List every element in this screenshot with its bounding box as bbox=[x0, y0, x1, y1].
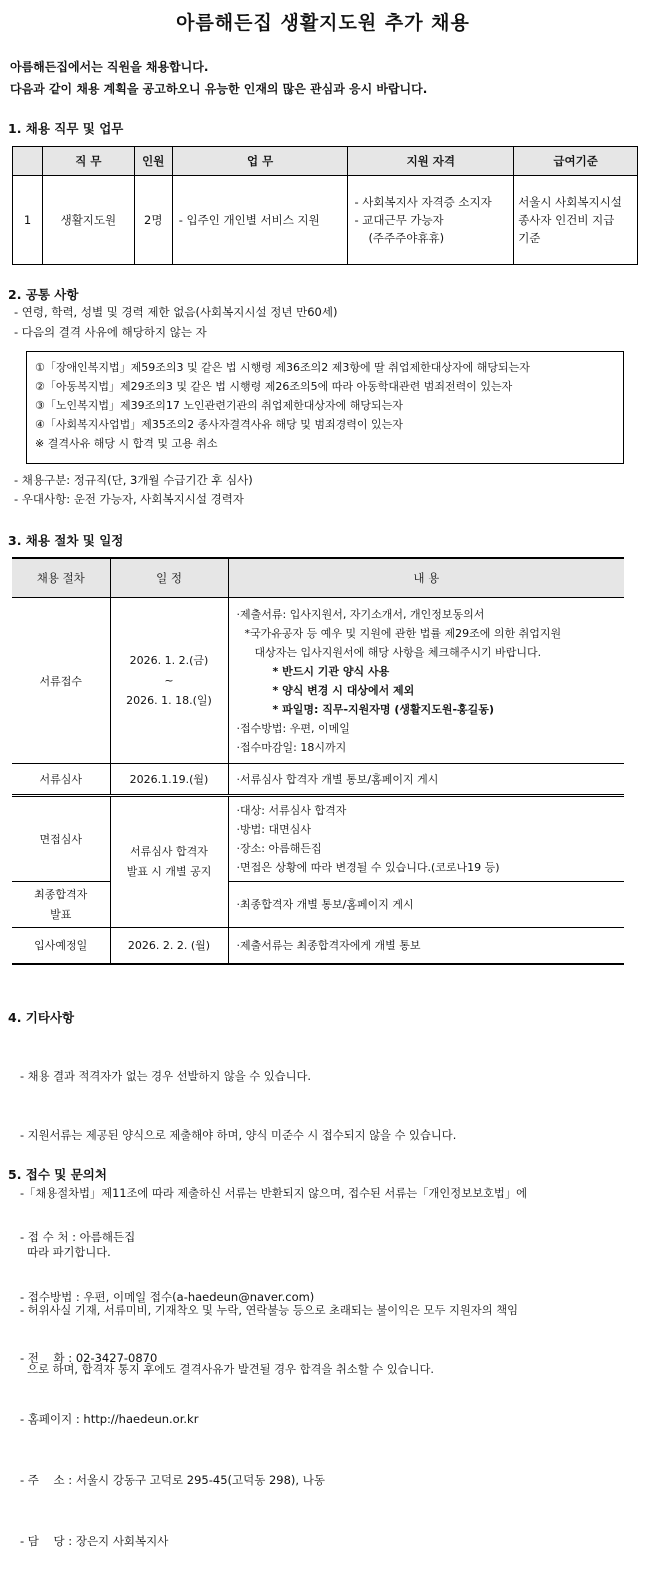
etc-line: - 채용 결과 적격자가 없는 경우 선발하지 않을 수 있습니다. bbox=[20, 1070, 311, 1083]
table-row bbox=[12, 598, 624, 764]
etc-line: 따라 파기합니다. bbox=[20, 1245, 111, 1259]
content-line: ·장소: 아름해든집 bbox=[236, 842, 322, 855]
table-row bbox=[12, 796, 624, 882]
content-line: ·대상: 서류심사 합격자 bbox=[236, 804, 347, 817]
disqualification-item: ④「사회복지사업법」제35조의2 종사자결격사유 해당 및 범죄경력이 있는자 bbox=[35, 418, 403, 431]
header-cell: 직 무 bbox=[42, 147, 134, 176]
disqualification-item: ②「아동복지법」제29조의3 및 같은 법 시행령 제26조의5에 따라 아동학대관련 범죄전력이 있는자 bbox=[35, 380, 513, 393]
section-1-heading: 1. 채용 직무 및 업무 bbox=[8, 121, 124, 136]
row-number: 1 bbox=[13, 176, 43, 265]
contact-manager-line: - 담 당 : 장은지 사회복지사 bbox=[20, 1534, 169, 1549]
common-line: - 우대사항: 운전 가능자, 사회복지시설 경력자 bbox=[14, 492, 244, 506]
step-name: 면접심사 bbox=[12, 796, 110, 882]
content-line: ·방법: 대면심사 bbox=[236, 823, 311, 836]
step-name: 서류접수 bbox=[12, 598, 110, 764]
header-cell: 급여기준 bbox=[514, 147, 638, 176]
disqualification-box bbox=[26, 351, 624, 464]
content-line: ·접수방법: 우편, 이메일 bbox=[236, 721, 350, 735]
table-row bbox=[12, 764, 624, 796]
pay-line: 서울시 사회복지시설 bbox=[518, 195, 622, 209]
qual-line: (주주주야휴휴) bbox=[368, 231, 445, 245]
section-3-heading: 3. 채용 절차 및 일정 bbox=[8, 533, 124, 548]
step-line: 발표 bbox=[50, 907, 72, 921]
section-2-heading: 2. 공통 사항 bbox=[8, 287, 79, 302]
content-line: ·면접은 상황에 따라 변경될 수 있습니다.(코로나19 등) bbox=[236, 861, 500, 874]
date-line: 서류심사 합격자 bbox=[130, 845, 208, 858]
contact-email-line[interactable]: - 접수방법 : 우편, 이메일 접수(a-haedeun@naver.com) bbox=[20, 1290, 315, 1305]
header-cell: 내 용 bbox=[228, 558, 624, 598]
job-title: 생활지도원 bbox=[42, 176, 134, 265]
headcount: 2명 bbox=[134, 176, 172, 265]
header-cell: 일 정 bbox=[110, 558, 228, 598]
common-line: - 다음의 결격 사유에 해당하지 않는 자 bbox=[14, 325, 207, 339]
table-row bbox=[12, 882, 624, 928]
step-date bbox=[110, 598, 228, 764]
content-line: 대상자는 입사지원서에 해당 사항을 체크해주시기 바랍니다. bbox=[254, 645, 542, 659]
step-content bbox=[228, 598, 624, 764]
contact-homepage-line[interactable]: - 홈페이지 : http://haedeun.or.kr bbox=[20, 1412, 199, 1427]
disqualification-note: ※ 결격사유 해당 시 합격 및 고용 취소 bbox=[35, 437, 218, 450]
content-line: *국가유공자 등 예우 및 지원에 관한 법률 제29조에 의한 취업지원 bbox=[244, 626, 562, 640]
qual-line: - 사회복지사 자격증 소지자 bbox=[354, 195, 492, 209]
disqualification-item: ③「노인복지법」제39조의17 노인관련기관의 취업제한대상자에 해당되는자 bbox=[35, 399, 403, 412]
step-content: ·제출서류는 최종합격자에게 개별 통보 bbox=[228, 928, 624, 964]
etc-line: -「채용절차법」제11조에 따라 제출하신 서류는 반환되지 않으며, 접수된 서류는「개인정보보호법」에 bbox=[20, 1187, 528, 1200]
page-title: 아름해든집 생활지도원 추가 채용 bbox=[176, 12, 470, 34]
etc-line: - 허위사실 기재, 서류미비, 기재착오 및 누락, 연락불능 등으로 초래되는 불이익은 모두 지원자의 책임 bbox=[20, 1304, 519, 1317]
job-table bbox=[12, 146, 638, 265]
content-line: ·제출서류: 입사지원서, 자기소개서, 개인정보동의서 bbox=[236, 607, 485, 621]
table-row bbox=[13, 176, 638, 265]
content-line: ·접수마감일: 18시까지 bbox=[236, 740, 347, 754]
common-line: - 채용구분: 정규직(단, 3개월 수급기간 후 심사) bbox=[14, 473, 253, 487]
header-cell: 인원 bbox=[134, 147, 172, 176]
bold-note: * 반드시 기관 양식 사용 bbox=[272, 664, 390, 678]
qual-line: - 교대근무 가능자 bbox=[354, 213, 444, 227]
date-line: ~ bbox=[164, 673, 174, 687]
step-name bbox=[12, 882, 110, 928]
schedule-header bbox=[12, 558, 624, 598]
step-date: 2026. 2. 2. (월) bbox=[110, 928, 228, 964]
common-line: - 연령, 학력, 성별 및 경력 제한 없음(사회복지시설 정년 만60세) bbox=[14, 305, 338, 319]
header-cell bbox=[13, 147, 43, 176]
intro bbox=[10, 56, 427, 100]
pay-line: 기준 bbox=[518, 231, 541, 245]
step-name: 입사예정일 bbox=[12, 928, 110, 964]
pay-standard bbox=[514, 176, 638, 265]
job-qualification bbox=[348, 176, 514, 265]
header-cell: 지원 자격 bbox=[348, 147, 514, 176]
intro-line: 다음과 같이 채용 계획을 공고하오니 유능한 인재의 많은 관심과 응시 바랍니다. bbox=[10, 82, 428, 96]
bold-note: * 파일명: 직무-지원자명 (생활지도원-홍길동) bbox=[272, 702, 494, 716]
step-line: 최종합격자 bbox=[34, 887, 88, 901]
date-line: 발표 시 개별 공지 bbox=[126, 865, 212, 878]
job-task: - 입주인 개인별 서비스 지원 bbox=[172, 176, 348, 265]
etc-line: 으로 하며, 합격자 통지 후에도 결격사유가 발견될 경우 합격을 취소할 수 있습니다. bbox=[20, 1362, 434, 1376]
disqualification-item: ①「장애인복지법」제59조의3 및 같은 법 시행령 제36조의2 제3항에 딸 취업제한대상자에 해당되는자 bbox=[35, 361, 530, 374]
date-line: 2026. 1. 2.(금) bbox=[129, 653, 209, 667]
header-cell: 채용 절차 bbox=[12, 558, 110, 598]
step-content: ·서류심사 합격자 개별 통보/홈페이지 게시 bbox=[228, 764, 624, 796]
date-line: 2026. 1. 18.(일) bbox=[126, 693, 212, 707]
etc-line: - 지원서류는 제공된 양식으로 제출해야 하며, 양식 미준수 시 접수되지 않을 수 있습니다. bbox=[20, 1128, 457, 1142]
step-name: 서류심사 bbox=[12, 764, 110, 796]
pay-line: 종사자 인건비 지급 bbox=[518, 213, 615, 227]
contact-address-line: - 주 소 : 서울시 강동구 고덕로 295-45(고덕동 298), 나동 bbox=[20, 1473, 325, 1488]
contact-list bbox=[20, 1186, 325, 1572]
contact-line: - 접 수 처 : 아름해든집 bbox=[20, 1229, 136, 1244]
step-content bbox=[228, 796, 624, 882]
intro-line: 아름해든집에서는 직원을 채용합니다. bbox=[10, 60, 209, 74]
contact-phone-line: - 전 화 : 02-3427-0870 bbox=[20, 1351, 158, 1366]
table-row bbox=[12, 928, 624, 964]
step-content: ·최종합격자 개별 통보/홈페이지 게시 bbox=[228, 882, 624, 928]
section-5-heading: 5. 접수 및 문의처 bbox=[8, 1167, 107, 1182]
step-date: 2026.1.19.(월) bbox=[110, 764, 228, 796]
bold-note: * 양식 변경 시 대상에서 제외 bbox=[272, 683, 415, 697]
step-date bbox=[110, 796, 228, 928]
job-table-header bbox=[13, 147, 638, 176]
schedule-table bbox=[12, 557, 624, 965]
section-4-heading: 4. 기타사항 bbox=[8, 1010, 75, 1025]
header-cell: 업 무 bbox=[172, 147, 348, 176]
